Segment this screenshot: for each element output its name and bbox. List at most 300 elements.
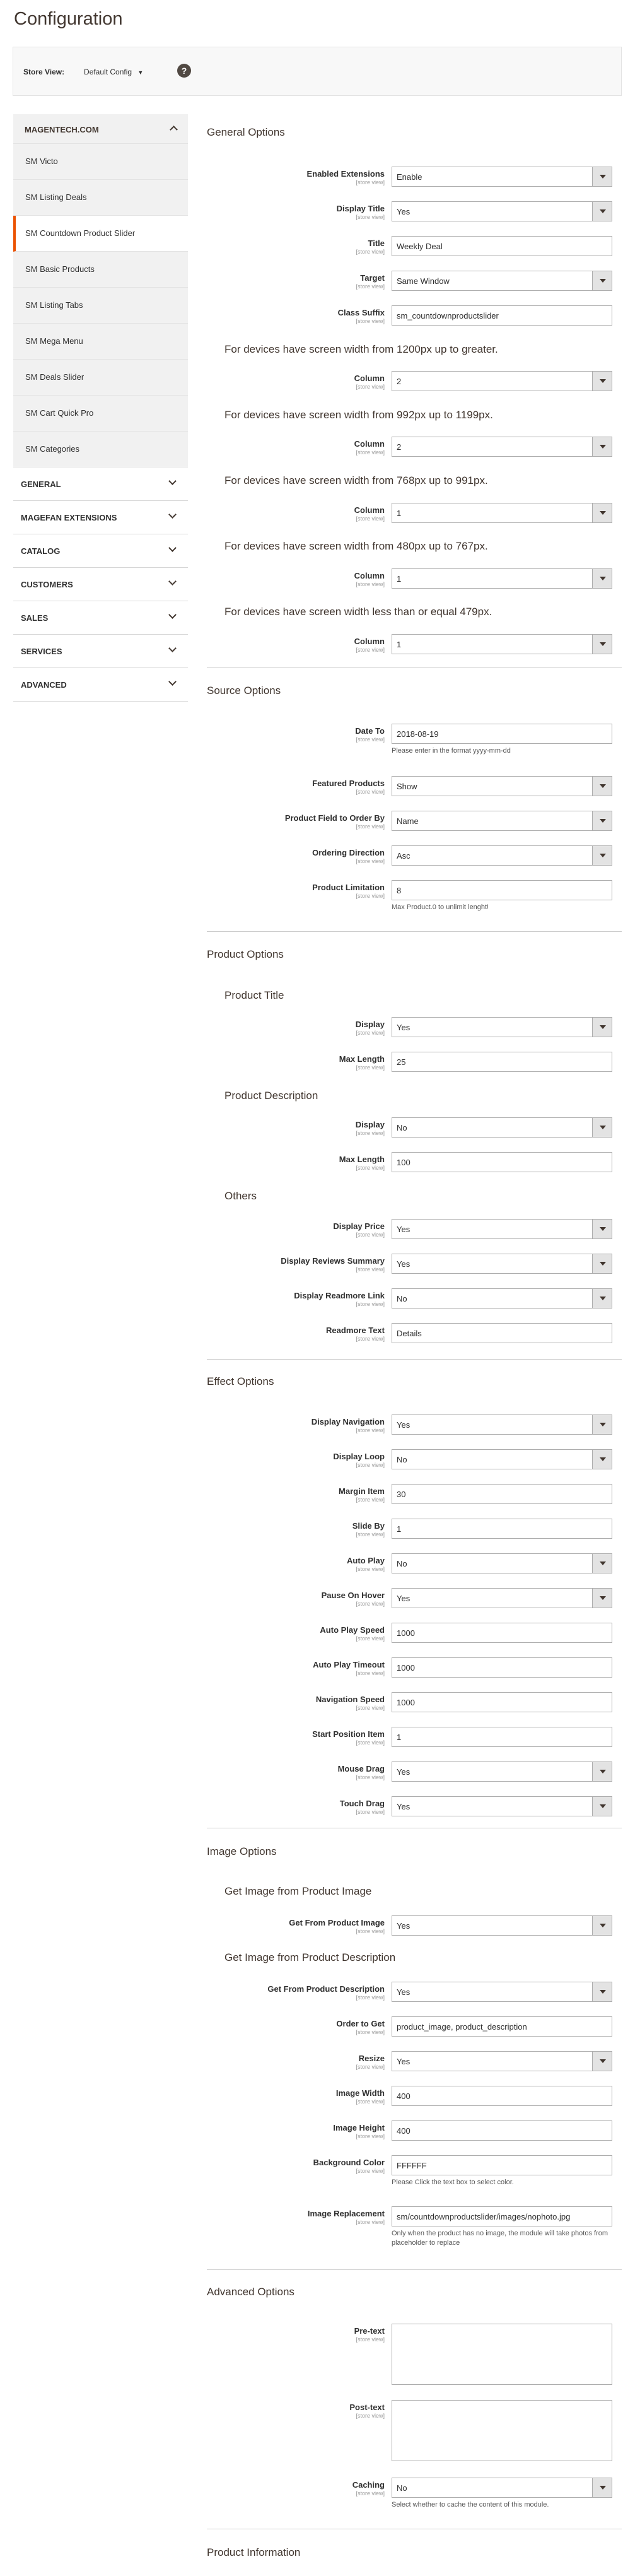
image-height-input[interactable] <box>392 2120 612 2141</box>
field-label: Target <box>360 273 385 283</box>
get-from-description-select[interactable] <box>392 1982 612 2002</box>
field-scope: [store view] <box>356 1601 385 1607</box>
input-value: 8 <box>397 886 402 895</box>
sidebar-item-label: SM Mega Menu <box>25 336 83 346</box>
sidebar-item-sm-countdown-product-slider[interactable] <box>13 216 188 252</box>
select-arrow-icon <box>592 2052 612 2071</box>
field-scope: [store view] <box>356 214 385 220</box>
field-label: Enabled Extensions <box>306 169 385 179</box>
sidebar-item-sm-cart-quick-pro[interactable] <box>13 396 188 432</box>
select-value: Name <box>397 816 419 826</box>
section-divider <box>207 2269 622 2270</box>
field-scope: [store view] <box>356 1809 385 1815</box>
sidebar-item-label: SM Categories <box>25 444 79 454</box>
chevron-down-icon <box>168 644 177 652</box>
sidebar-item-sm-victo[interactable] <box>13 144 188 180</box>
field-scope: [store view] <box>356 1928 385 1934</box>
field-label: Pause On Hover <box>321 1591 385 1600</box>
display-navigation-select[interactable] <box>392 1414 612 1435</box>
devices-heading-992: For devices have screen width from 992px up to 1199px. <box>224 409 493 421</box>
column-479-select[interactable] <box>392 634 612 654</box>
field-label: Navigation Speed <box>315 1695 385 1704</box>
field-scope: [store view] <box>356 1266 385 1273</box>
select-arrow-icon <box>592 437 612 456</box>
input-value: 1000 <box>397 1628 415 1638</box>
select-value: No <box>397 1294 407 1303</box>
select-arrow-icon <box>592 271 612 290</box>
store-view-switcher[interactable] <box>84 68 143 76</box>
field-column-480 <box>207 568 622 591</box>
store-view-bar <box>13 47 622 96</box>
field-scope: [store view] <box>356 1030 385 1036</box>
sidebar-item-sm-deals-slider[interactable] <box>13 360 188 396</box>
sidebar-section-magefan-extensions[interactable] <box>13 501 188 534</box>
field-label: Column <box>354 439 385 449</box>
display-loop-select[interactable] <box>392 1449 612 1469</box>
field-background-color <box>207 2155 622 2186</box>
field-scope: [store view] <box>356 789 385 795</box>
select-value: Show <box>397 782 417 791</box>
field-scope: [store view] <box>356 2133 385 2139</box>
margin-item-input[interactable] <box>392 1484 612 1504</box>
caching-select[interactable] <box>392 2478 612 2498</box>
field-scope: [store view] <box>356 1130 385 1136</box>
field-display-title <box>207 201 622 224</box>
field-touch-drag <box>207 1796 622 1819</box>
field-scope: [store view] <box>356 2064 385 2070</box>
select-value: 1 <box>397 509 402 518</box>
field-display-readmore <box>207 1288 622 1311</box>
field-label: Slide By <box>352 1521 385 1531</box>
field-label: Caching <box>352 2480 385 2490</box>
column-992-select[interactable] <box>392 437 612 457</box>
field-label: Display Navigation <box>311 1417 385 1426</box>
select-arrow-icon <box>592 1916 612 1935</box>
title-input[interactable] <box>392 236 612 256</box>
select-value: No <box>397 2483 407 2493</box>
select-value: 1 <box>397 574 402 584</box>
chevron-up-icon <box>170 126 178 134</box>
readmore-text-input[interactable] <box>392 1323 612 1343</box>
select-value: Asc <box>397 851 410 861</box>
select-arrow-icon <box>592 372 612 391</box>
field-date-to <box>207 724 622 755</box>
field-auto-play-timeout <box>207 1657 622 1680</box>
column-768-select[interactable] <box>392 503 612 523</box>
mouse-drag-select[interactable] <box>392 1761 612 1782</box>
chevron-down-icon <box>168 678 177 686</box>
auto-play-timeout-input[interactable] <box>392 1657 612 1678</box>
sidebar-section-label: MAGEFAN EXTENSIONS <box>21 513 117 522</box>
field-scope: [store view] <box>356 1739 385 1746</box>
featured-products-select[interactable] <box>392 776 612 796</box>
sidebar-section-general[interactable] <box>13 468 188 501</box>
sidebar-item-label: SM Victo <box>25 156 58 166</box>
field-label: Display Title <box>336 204 385 213</box>
field-label: Resize <box>358 2054 385 2063</box>
title-max-length-input[interactable] <box>392 1052 612 1072</box>
select-value: 2 <box>397 442 402 452</box>
section-title-effect-options[interactable]: Effect Options <box>207 1375 274 1387</box>
field-label: Column <box>354 373 385 383</box>
field-navigation-speed <box>207 1692 622 1715</box>
column-480-select[interactable] <box>392 568 612 589</box>
sidebar-item-label: SM Cart Quick Pro <box>25 408 94 418</box>
select-value: Yes <box>397 1921 410 1931</box>
description-display-select[interactable] <box>392 1117 612 1138</box>
select-value: Yes <box>397 1802 410 1811</box>
input-value: 400 <box>397 2091 410 2101</box>
display-reviews-select[interactable] <box>392 1254 612 1274</box>
enabled-extensions-select[interactable] <box>392 167 612 187</box>
field-scope: [store view] <box>356 384 385 390</box>
field-note: Only when the product has no image, the module will take photos from placeholder to replace <box>392 2230 608 2247</box>
field-label: Image Height <box>333 2123 385 2132</box>
select-value: No <box>397 1123 407 1132</box>
select-arrow-icon <box>592 1797 612 1816</box>
field-scope: [store view] <box>356 2413 385 2419</box>
chevron-down-icon <box>168 611 177 619</box>
field-scope: [store view] <box>356 736 385 743</box>
field-label: Auto Play <box>347 1556 385 1565</box>
config-sidebar <box>13 114 188 702</box>
field-title-max-length <box>207 1052 622 1074</box>
order-to-get-input[interactable] <box>392 2016 612 2037</box>
section-title-general-options[interactable]: General Options <box>207 126 285 138</box>
field-description-display <box>207 1117 622 1140</box>
field-label: Pre-text <box>354 2326 385 2336</box>
product-description-heading: Product Description <box>224 1090 318 1102</box>
slide-by-input[interactable] <box>392 1519 612 1539</box>
pre-text-textarea[interactable] <box>392 2324 612 2385</box>
section-title-source-options[interactable]: Source Options <box>207 685 281 697</box>
sidebar-section-label: CUSTOMERS <box>21 580 73 589</box>
field-label: Get From Product Image <box>289 1918 385 1927</box>
display-title-select[interactable] <box>392 201 612 221</box>
field-label: Ordering Direction <box>312 848 385 857</box>
sidebar-item-sm-basic-products[interactable] <box>13 252 188 288</box>
field-slide-by <box>207 1519 622 1541</box>
input-value: 100 <box>397 1158 410 1167</box>
sidebar-section-label: CATALOG <box>21 546 61 556</box>
others-heading: Others <box>224 1190 257 1202</box>
field-scope: [store view] <box>356 2029 385 2035</box>
field-label: Product Limitation <box>312 883 385 892</box>
caret-down-icon: ▼ <box>137 69 144 76</box>
field-scope: [store view] <box>356 515 385 522</box>
field-ordering-direction <box>207 845 622 868</box>
sidebar-item-sm-categories[interactable] <box>13 432 188 468</box>
section-title-advanced-options[interactable]: Advanced Options <box>207 2286 294 2298</box>
select-arrow-icon <box>592 2478 612 2497</box>
devices-heading-479: For devices have screen width less than or equal 479px. <box>224 606 492 618</box>
sidebar-section-sales[interactable] <box>13 601 188 635</box>
field-target <box>207 271 622 293</box>
select-value: Yes <box>397 1023 410 1032</box>
select-arrow-icon <box>592 1450 612 1469</box>
field-title <box>207 236 622 259</box>
sidebar-item-sm-listing-tabs[interactable] <box>13 288 188 324</box>
input-value: 1 <box>397 1524 402 1534</box>
select-value: 2 <box>397 377 402 386</box>
field-label: Date To <box>355 726 385 736</box>
image-replacement-input[interactable] <box>392 2206 612 2226</box>
chevron-down-icon <box>168 477 177 485</box>
field-note: Select whether to cache the content of this module. <box>392 2501 549 2508</box>
section-divider <box>207 931 622 932</box>
field-label: Auto Play Timeout <box>313 1660 385 1669</box>
field-note: Please Click the text box to select color. <box>392 2179 514 2186</box>
touch-drag-select[interactable] <box>392 1796 612 1816</box>
get-from-product-image-select[interactable] <box>392 1915 612 1936</box>
select-value: Yes <box>397 1225 410 1234</box>
field-start-position-item <box>207 1727 622 1750</box>
field-scope: [store view] <box>356 249 385 255</box>
field-label: Image Width <box>335 2088 385 2098</box>
order-by-select[interactable] <box>392 811 612 831</box>
select-value: Yes <box>397 2057 410 2066</box>
field-pause-on-hover <box>207 1588 622 1611</box>
field-order-to-get <box>207 2016 622 2039</box>
field-auto-play-speed <box>207 1623 622 1645</box>
field-display-price <box>207 1219 622 1242</box>
sidebar-section-label: SERVICES <box>21 647 62 656</box>
date-to-input[interactable] <box>392 724 612 744</box>
select-value: Yes <box>397 1259 410 1269</box>
field-image-width <box>207 2086 622 2108</box>
field-auto-play <box>207 1553 622 1576</box>
auto-play-speed-input[interactable] <box>392 1623 612 1643</box>
background-color-input[interactable] <box>392 2155 612 2175</box>
field-enabled-extensions <box>207 167 622 189</box>
title-display-select[interactable] <box>392 1017 612 1037</box>
field-scope: [store view] <box>356 1774 385 1780</box>
store-view-label: Store View: <box>23 68 65 76</box>
field-readmore-text <box>207 1323 622 1346</box>
input-value: sm/countdownproductslider/images/nophoto.jpg <box>397 2212 571 2221</box>
field-scope: [store view] <box>356 2490 385 2497</box>
field-label: Title <box>368 238 385 248</box>
select-arrow-icon <box>592 635 612 654</box>
field-label: Column <box>354 637 385 646</box>
description-max-length-input[interactable] <box>392 1152 612 1172</box>
field-caching <box>207 2478 622 2508</box>
field-get-from-product-image <box>207 1915 622 1938</box>
sidebar-section-customers[interactable] <box>13 568 188 601</box>
sidebar-group-magentech[interactable] <box>13 114 188 144</box>
column-1200-select[interactable] <box>392 371 612 391</box>
sidebar-section-label: ADVANCED <box>21 680 67 690</box>
field-pre-text <box>207 2324 622 2387</box>
field-scope: [store view] <box>356 893 385 899</box>
product-limitation-input[interactable] <box>392 880 612 900</box>
field-scope: [store view] <box>356 1705 385 1711</box>
field-scope: [store view] <box>356 647 385 653</box>
field-get-from-description <box>207 1982 622 2004</box>
devices-heading-1200: For devices have screen width from 1200px up to greater. <box>224 343 498 355</box>
target-select[interactable] <box>392 271 612 291</box>
chevron-down-icon <box>168 544 177 552</box>
field-scope: [store view] <box>356 1165 385 1171</box>
ordering-direction-select[interactable] <box>392 845 612 866</box>
store-view-value: Default Config <box>84 68 132 76</box>
select-arrow-icon <box>592 167 612 186</box>
field-display-loop <box>207 1449 622 1472</box>
sidebar-item-label: SM Listing Tabs <box>25 300 83 310</box>
field-resize <box>207 2051 622 2074</box>
select-value: Enable <box>397 172 422 182</box>
class-suffix-input[interactable] <box>392 305 612 326</box>
input-value: Weekly Deal <box>397 242 443 251</box>
field-column-992 <box>207 437 622 459</box>
select-arrow-icon <box>592 1762 612 1781</box>
field-label: Readmore Text <box>326 1326 385 1335</box>
field-display-reviews <box>207 1254 622 1276</box>
section-title-product-options[interactable]: Product Options <box>207 948 284 960</box>
display-readmore-select[interactable] <box>392 1288 612 1309</box>
image-from-description-heading: Get Image from Product Description <box>224 1951 396 1963</box>
field-featured-products <box>207 776 622 799</box>
field-scope: [store view] <box>356 1531 385 1538</box>
select-arrow-icon <box>592 1118 612 1137</box>
field-label: Touch Drag <box>339 1799 385 1808</box>
input-value: sm_countdownproductslider <box>397 311 499 321</box>
field-scope: [store view] <box>356 1301 385 1307</box>
field-margin-item <box>207 1484 622 1507</box>
display-price-select[interactable] <box>392 1219 612 1239</box>
field-label: Margin Item <box>339 1486 385 1496</box>
field-label: Display <box>355 1020 385 1029</box>
sidebar-item-label: SM Basic Products <box>25 264 95 274</box>
input-value: 1000 <box>397 1663 415 1673</box>
field-label: Display Price <box>333 1221 385 1231</box>
select-value: Yes <box>397 207 410 216</box>
select-arrow-icon <box>592 1254 612 1273</box>
field-label: Get From Product Description <box>267 1984 385 1994</box>
field-scope: [store view] <box>356 581 385 587</box>
field-scope: [store view] <box>356 1462 385 1468</box>
field-label: Start Position Item <box>312 1729 385 1739</box>
field-mouse-drag <box>207 1761 622 1784</box>
input-value: 30 <box>397 1490 406 1499</box>
select-arrow-icon <box>592 569 612 588</box>
resize-select[interactable] <box>392 2051 612 2071</box>
sidebar-item-sm-listing-deals[interactable] <box>13 180 188 216</box>
auto-play-select[interactable] <box>392 1553 612 1573</box>
select-value: Yes <box>397 1767 410 1777</box>
field-scope: [store view] <box>356 1336 385 1342</box>
select-value: Yes <box>397 1987 410 1997</box>
field-label: Class Suffix <box>337 308 385 317</box>
sidebar-section-catalog[interactable] <box>13 534 188 568</box>
select-value: Yes <box>397 1420 410 1430</box>
select-arrow-icon <box>592 1589 612 1608</box>
field-post-text <box>207 2400 622 2463</box>
section-title-image-options[interactable]: Image Options <box>207 1845 277 1857</box>
field-scope: [store view] <box>356 1427 385 1433</box>
select-arrow-icon <box>592 777 612 796</box>
input-value: 25 <box>397 1057 406 1067</box>
sidebar-section-services[interactable] <box>13 635 188 668</box>
select-arrow-icon <box>592 846 612 865</box>
sidebar-group-label: MAGENTECH.COM <box>25 125 99 134</box>
product-title-heading: Product Title <box>224 989 284 1001</box>
field-scope: [store view] <box>356 1566 385 1572</box>
section-title-product-information[interactable]: Product Information <box>207 2546 301 2558</box>
select-value: Yes <box>397 1594 410 1603</box>
sidebar-item-label: SM Countdown Product Slider <box>25 228 136 238</box>
select-arrow-icon <box>592 1018 612 1037</box>
field-label: Display Loop <box>333 1452 385 1461</box>
field-scope: [store view] <box>356 858 385 864</box>
sidebar-section-advanced[interactable] <box>13 668 188 702</box>
field-label: Order to Get <box>336 2019 385 2028</box>
field-label: Post-text <box>349 2403 385 2412</box>
field-title-display <box>207 1017 622 1040</box>
field-scope: [store view] <box>356 1635 385 1642</box>
field-label: Display Readmore Link <box>294 1291 385 1300</box>
input-value: FFFFFF <box>397 2161 427 2170</box>
field-label: Display <box>355 1120 385 1129</box>
select-arrow-icon <box>592 1982 612 2001</box>
select-value: No <box>397 1559 407 1568</box>
select-value: No <box>397 1455 407 1464</box>
chevron-down-icon <box>168 577 177 585</box>
field-display-navigation <box>207 1414 622 1437</box>
field-order-by <box>207 811 622 833</box>
page-title: Configuration <box>14 9 123 29</box>
navigation-speed-input[interactable] <box>392 1692 612 1712</box>
field-label: Display Reviews Summary <box>281 1256 385 1266</box>
field-label: Featured Products <box>312 779 385 788</box>
help-icon[interactable]: ? <box>177 64 191 78</box>
field-scope: [store view] <box>356 1232 385 1238</box>
input-value: 400 <box>397 2126 410 2136</box>
sidebar-section-label: GENERAL <box>21 479 61 489</box>
select-arrow-icon <box>592 811 612 830</box>
select-arrow-icon <box>592 1289 612 1308</box>
devices-heading-480: For devices have screen width from 480px up to 767px. <box>224 540 488 552</box>
field-label: Max Length <box>339 1054 385 1064</box>
image-width-input[interactable] <box>392 2086 612 2106</box>
pause-on-hover-select[interactable] <box>392 1588 612 1608</box>
field-column-768 <box>207 503 622 526</box>
post-text-textarea[interactable] <box>392 2400 612 2461</box>
field-label: Auto Play Speed <box>320 1625 385 1635</box>
devices-heading-768: For devices have screen width from 768px up to 991px. <box>224 474 488 486</box>
field-scope: [store view] <box>356 2336 385 2343</box>
field-image-replacement <box>207 2206 622 2247</box>
field-label: Column <box>354 505 385 515</box>
sidebar-section-label: SALES <box>21 613 49 623</box>
input-value: 1000 <box>397 1698 415 1707</box>
field-scope: [store view] <box>356 283 385 290</box>
sidebar-item-label: SM Listing Deals <box>25 192 87 202</box>
field-product-limitation <box>207 880 622 911</box>
field-scope: [store view] <box>356 1064 385 1071</box>
field-note: Max Product.0 to unlimit lenght! <box>392 903 489 911</box>
select-arrow-icon <box>592 503 612 522</box>
field-scope: [store view] <box>356 1670 385 1676</box>
sidebar-item-sm-mega-menu[interactable] <box>13 324 188 360</box>
field-scope: [store view] <box>356 449 385 456</box>
start-position-item-input[interactable] <box>392 1727 612 1747</box>
field-label: Mouse Drag <box>337 1764 385 1773</box>
field-label: Image Replacement <box>307 2209 385 2218</box>
chevron-down-icon <box>168 510 177 519</box>
field-scope: [store view] <box>356 2098 385 2105</box>
field-label: Product Field to Order By <box>284 813 385 823</box>
